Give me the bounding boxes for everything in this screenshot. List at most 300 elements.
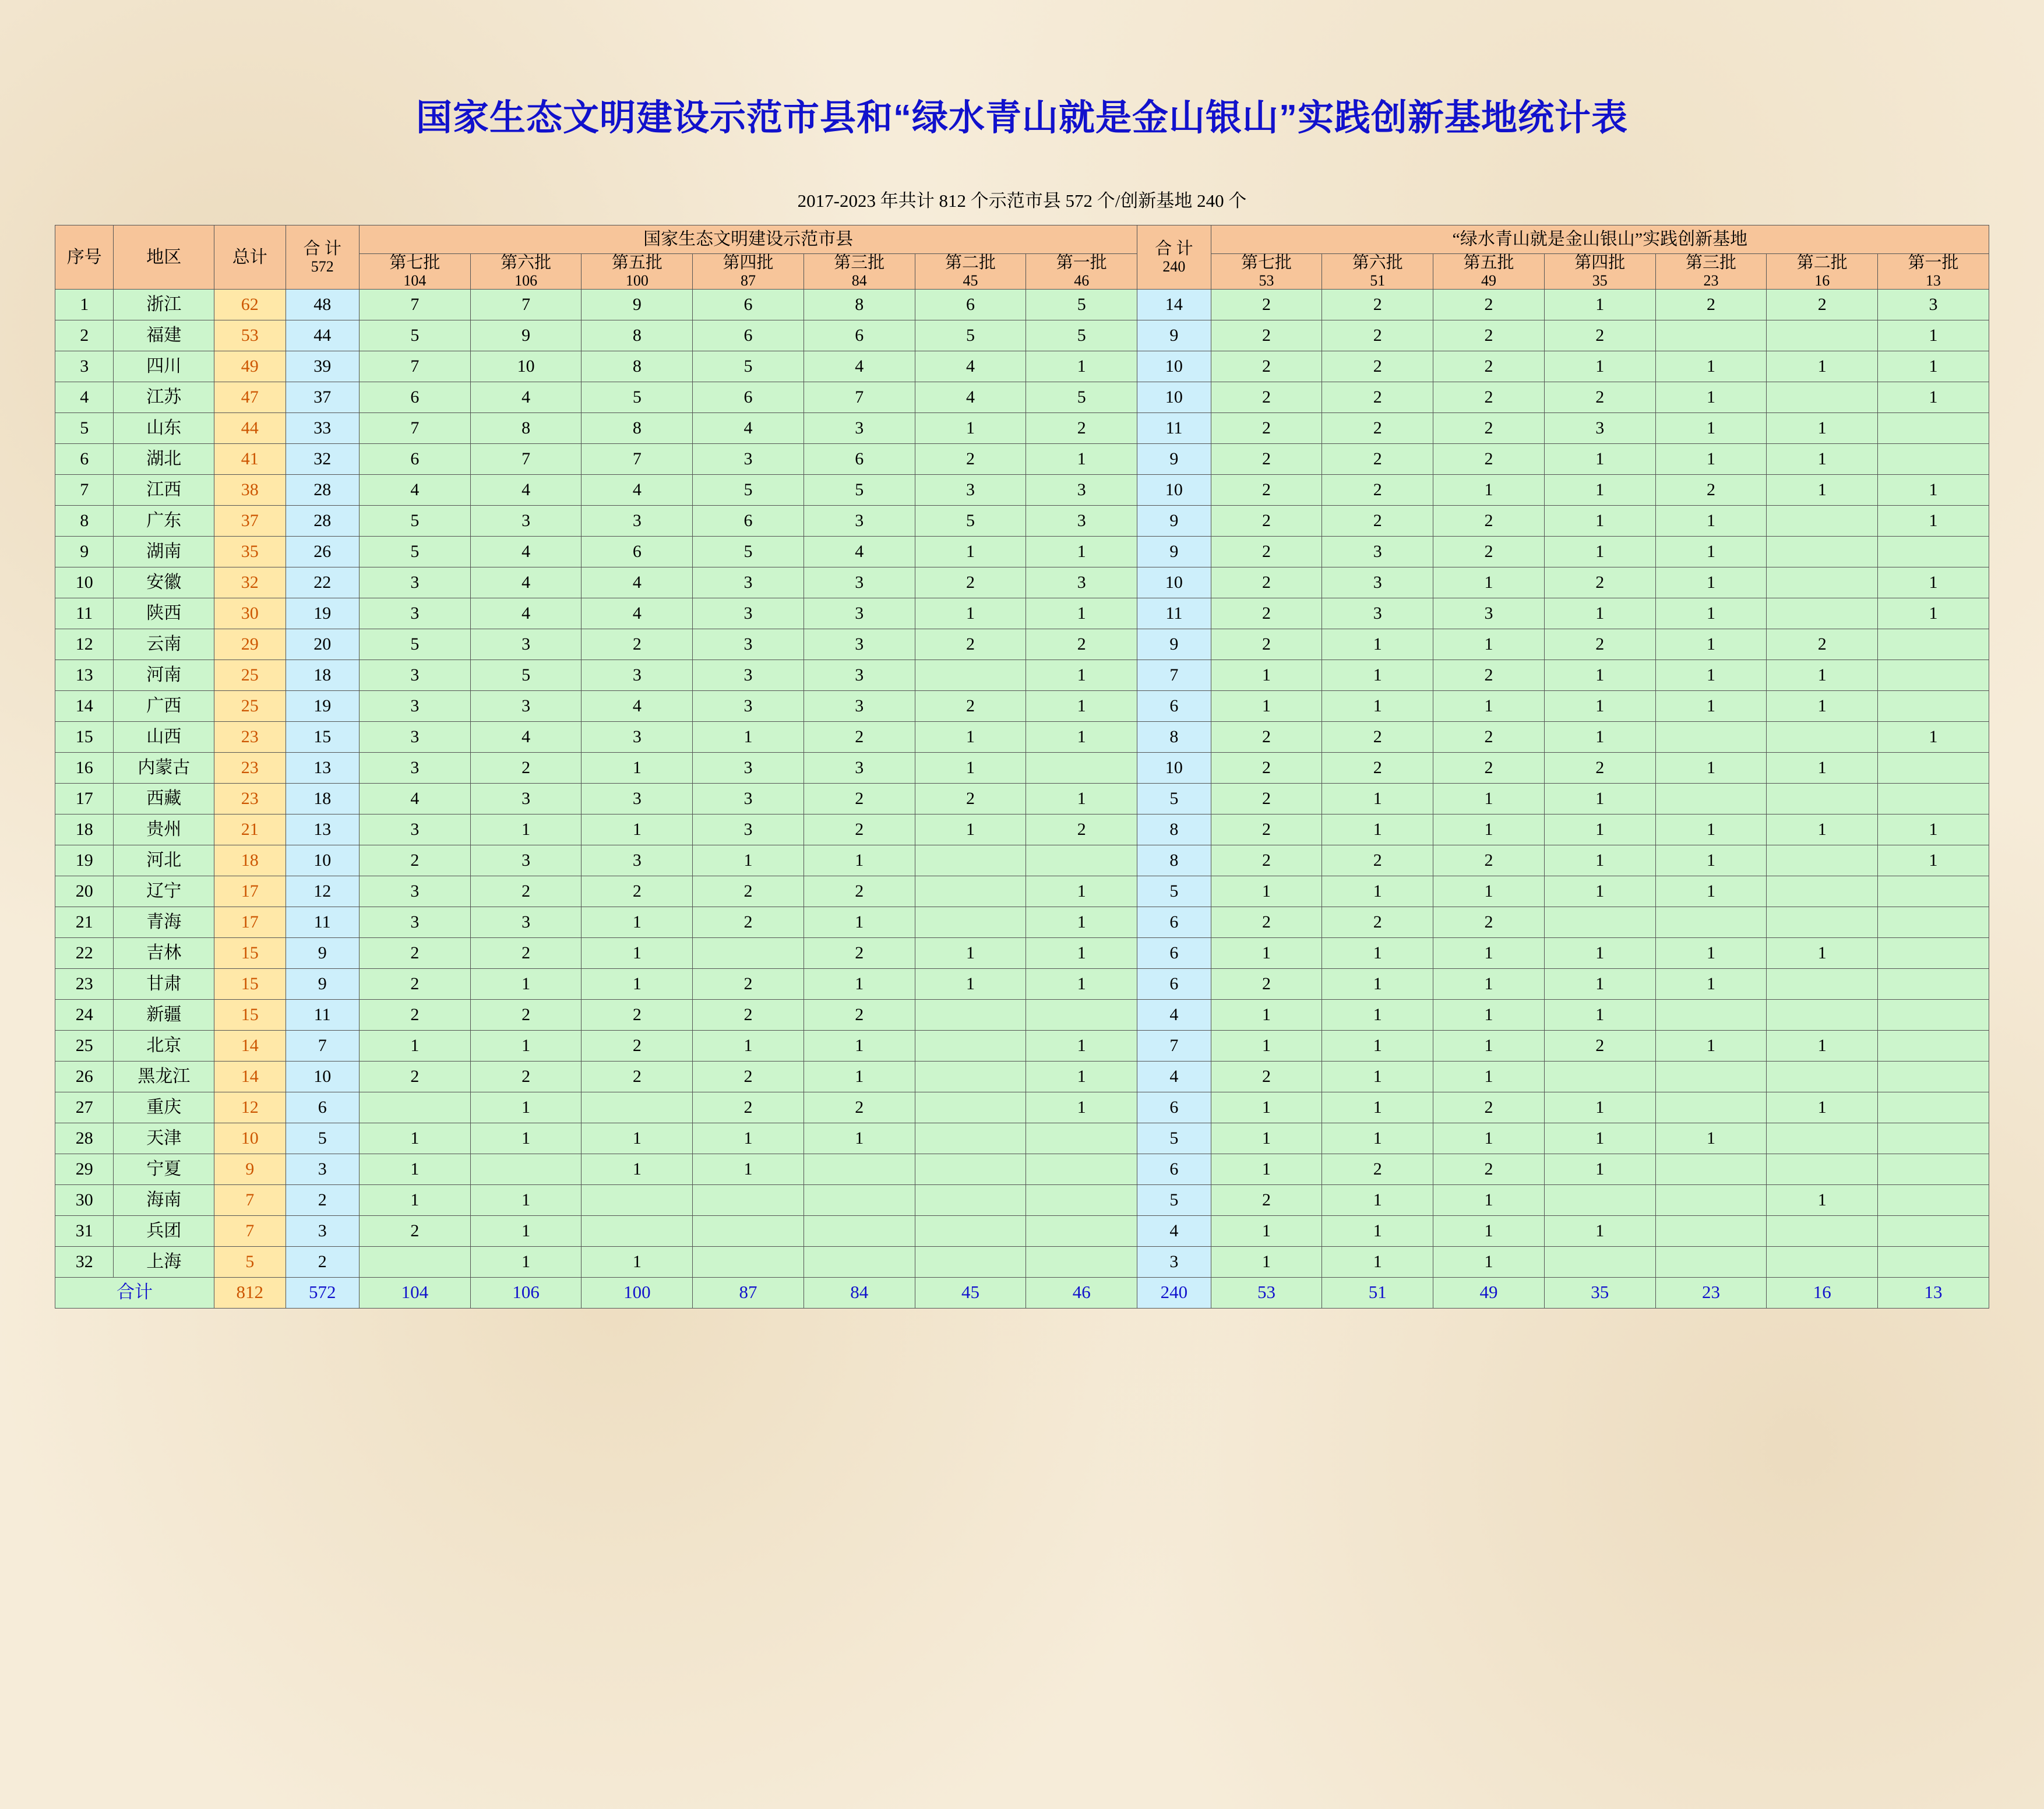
row-demo-batch	[915, 1184, 1026, 1215]
statistics-table-container	[55, 225, 1989, 1309]
row-total: 29	[214, 629, 286, 660]
row-base-batch: 1	[1544, 351, 1655, 382]
header-base-batch-count: 53	[1259, 272, 1274, 290]
row-total: 53	[214, 320, 286, 351]
row-demo-batch: 4	[582, 598, 693, 629]
row-base-batch: 1	[1544, 845, 1655, 876]
footer-base-batch: 23	[1655, 1277, 1767, 1308]
row-base-batch	[1767, 320, 1878, 351]
row-base-batch: 1	[1544, 937, 1655, 968]
row-demo-batch: 5	[915, 505, 1026, 536]
row-base-batch: 2	[1211, 474, 1322, 505]
table-row	[55, 1246, 1989, 1277]
row-base-batch	[1767, 1123, 1878, 1154]
row-base-batch: 1	[1767, 752, 1878, 783]
row-demo-batch: 2	[915, 783, 1026, 814]
row-base-batch: 1	[1878, 598, 1989, 629]
header-base-batch	[1433, 254, 1545, 290]
row-demo-batch: 1	[582, 907, 693, 937]
row-base-batch: 2	[1211, 721, 1322, 752]
row-base-batch: 2	[1433, 752, 1545, 783]
row-sum-572: 44	[286, 320, 359, 351]
row-base-batch	[1767, 505, 1878, 536]
row-demo-batch: 4	[582, 474, 693, 505]
row-demo-batch: 4	[470, 536, 582, 567]
row-base-batch: 1	[1878, 382, 1989, 412]
row-demo-batch	[359, 1092, 470, 1123]
header-demo-batch	[915, 254, 1026, 290]
row-demo-batch	[803, 1154, 915, 1184]
row-demo-batch: 3	[470, 845, 582, 876]
row-base-batch: 1	[1544, 968, 1655, 999]
row-base-batch: 1	[1767, 937, 1878, 968]
row-demo-batch	[915, 907, 1026, 937]
table-row	[55, 876, 1989, 907]
row-base-batch: 1	[1767, 660, 1878, 690]
row-base-batch: 2	[1433, 536, 1545, 567]
row-sum-572: 15	[286, 721, 359, 752]
header-sum-240	[1137, 225, 1211, 290]
row-sum-240: 5	[1137, 783, 1211, 814]
row-demo-batch: 1	[359, 1030, 470, 1061]
row-region: 黑龙江	[114, 1061, 214, 1092]
row-index: 14	[55, 690, 114, 721]
header-base-batch	[1211, 254, 1322, 290]
row-demo-batch: 3	[803, 690, 915, 721]
row-base-batch: 1	[1544, 536, 1655, 567]
row-base-batch: 1	[1655, 382, 1767, 412]
row-demo-batch: 1	[693, 1123, 804, 1154]
row-base-batch: 3	[1544, 412, 1655, 443]
row-region: 湖南	[114, 536, 214, 567]
header-sum-572	[286, 225, 359, 290]
row-sum-240: 10	[1137, 567, 1211, 598]
row-demo-batch: 2	[803, 783, 915, 814]
footer-total: 812	[214, 1277, 286, 1308]
row-sum-572: 28	[286, 474, 359, 505]
row-region: 内蒙古	[114, 752, 214, 783]
row-base-batch: 2	[1433, 845, 1545, 876]
row-sum-240: 9	[1137, 629, 1211, 660]
row-base-batch: 1	[1767, 412, 1878, 443]
header-sum-572-value: 572	[311, 258, 334, 275]
table-row	[55, 937, 1989, 968]
row-demo-batch	[359, 1246, 470, 1277]
row-index: 9	[55, 536, 114, 567]
row-base-batch: 1	[1544, 289, 1655, 320]
row-base-batch: 2	[1211, 598, 1322, 629]
row-demo-batch: 5	[359, 629, 470, 660]
row-base-batch: 1	[1544, 474, 1655, 505]
row-demo-batch: 3	[359, 721, 470, 752]
footer-demo-batch: 84	[803, 1277, 915, 1308]
row-total: 17	[214, 876, 286, 907]
row-base-batch: 1	[1878, 721, 1989, 752]
header-base-batch-name: 第四批	[1574, 253, 1626, 272]
header-demo-batch	[1026, 254, 1137, 290]
row-base-batch: 1	[1433, 474, 1545, 505]
row-demo-batch: 8	[582, 412, 693, 443]
row-demo-batch: 6	[693, 320, 804, 351]
row-base-batch: 2	[1211, 567, 1322, 598]
row-base-batch: 1	[1767, 474, 1878, 505]
row-sum-572: 28	[286, 505, 359, 536]
page-subtitle: 2017-2023 年共计 812 个示范市县 572 个/创新基地 240 个	[797, 191, 1247, 211]
row-demo-batch	[803, 1246, 915, 1277]
row-total: 35	[214, 536, 286, 567]
row-sum-572: 19	[286, 690, 359, 721]
row-base-batch: 1	[1655, 567, 1767, 598]
row-base-batch: 1	[1433, 1030, 1545, 1061]
row-base-batch: 2	[1433, 320, 1545, 351]
row-demo-batch: 1	[1026, 690, 1137, 721]
row-base-batch: 1	[1878, 474, 1989, 505]
row-base-batch	[1655, 1184, 1767, 1215]
row-base-batch: 2	[1322, 907, 1433, 937]
row-region: 广东	[114, 505, 214, 536]
row-demo-batch: 3	[359, 567, 470, 598]
row-demo-batch	[693, 1184, 804, 1215]
row-demo-batch: 2	[693, 1092, 804, 1123]
row-base-batch: 1	[1655, 443, 1767, 474]
row-demo-batch	[1026, 1246, 1137, 1277]
row-demo-batch	[803, 1184, 915, 1215]
row-total: 25	[214, 690, 286, 721]
header-base-batch-name: 第一批	[1908, 253, 1959, 272]
row-base-batch: 1	[1433, 629, 1545, 660]
row-demo-batch: 1	[582, 1246, 693, 1277]
header-demo-batch-count: 106	[514, 272, 538, 290]
row-base-batch: 1	[1878, 814, 1989, 845]
table-row	[55, 783, 1989, 814]
row-index: 15	[55, 721, 114, 752]
row-total: 38	[214, 474, 286, 505]
row-demo-batch: 3	[693, 598, 804, 629]
row-demo-batch	[915, 1030, 1026, 1061]
row-total: 18	[214, 845, 286, 876]
row-base-batch: 1	[1322, 1092, 1433, 1123]
statistics-table	[55, 225, 1989, 1309]
row-demo-batch: 5	[582, 382, 693, 412]
row-sum-240: 7	[1137, 1030, 1211, 1061]
row-demo-batch: 4	[803, 536, 915, 567]
row-demo-batch: 3	[915, 474, 1026, 505]
row-base-batch: 2	[1544, 752, 1655, 783]
row-demo-batch: 2	[359, 999, 470, 1030]
row-total: 15	[214, 968, 286, 999]
row-demo-batch: 3	[470, 907, 582, 937]
row-demo-batch: 1	[1026, 968, 1137, 999]
row-base-batch: 3	[1322, 567, 1433, 598]
row-demo-batch: 1	[915, 598, 1026, 629]
row-base-batch: 1	[1655, 536, 1767, 567]
row-region: 云南	[114, 629, 214, 660]
row-sum-572: 13	[286, 752, 359, 783]
row-base-batch: 1	[1544, 876, 1655, 907]
row-sum-572: 26	[286, 536, 359, 567]
row-demo-batch: 2	[1026, 814, 1137, 845]
row-demo-batch: 5	[1026, 382, 1137, 412]
row-base-batch	[1767, 1061, 1878, 1092]
row-base-batch: 2	[1322, 752, 1433, 783]
row-demo-batch: 3	[470, 629, 582, 660]
header-group-demo: 国家生态文明建设示范市县	[359, 225, 1137, 254]
row-base-batch: 1	[1878, 351, 1989, 382]
row-base-batch: 2	[1544, 629, 1655, 660]
row-index: 16	[55, 752, 114, 783]
table-row	[55, 536, 1989, 567]
row-base-batch	[1767, 907, 1878, 937]
row-total: 23	[214, 752, 286, 783]
header-demo-batch	[693, 254, 804, 290]
row-sum-240: 4	[1137, 1215, 1211, 1246]
row-total: 7	[214, 1184, 286, 1215]
row-demo-batch: 3	[693, 629, 804, 660]
header-demo-batch-name: 第六批	[501, 253, 552, 272]
header-demo-batch-count: 104	[403, 272, 427, 290]
row-index: 32	[55, 1246, 114, 1277]
row-base-batch	[1544, 1061, 1655, 1092]
row-demo-batch: 3	[693, 443, 804, 474]
row-index: 19	[55, 845, 114, 876]
row-sum-572: 2	[286, 1184, 359, 1215]
row-demo-batch: 1	[1026, 876, 1137, 907]
row-demo-batch: 4	[470, 474, 582, 505]
row-sum-572: 19	[286, 598, 359, 629]
footer-demo-batch: 100	[582, 1277, 693, 1308]
row-demo-batch: 4	[582, 567, 693, 598]
row-demo-batch: 1	[359, 1154, 470, 1184]
header-base-batch-name: 第五批	[1463, 253, 1514, 272]
row-base-batch: 2	[1322, 1154, 1433, 1184]
row-base-batch: 1	[1322, 783, 1433, 814]
table-row	[55, 968, 1989, 999]
row-base-batch	[1878, 1030, 1989, 1061]
row-base-batch: 2	[1767, 289, 1878, 320]
row-demo-batch: 3	[1026, 505, 1137, 536]
row-demo-batch: 1	[803, 1061, 915, 1092]
row-demo-batch: 1	[693, 845, 804, 876]
row-demo-batch: 3	[693, 567, 804, 598]
row-base-batch: 1	[1767, 690, 1878, 721]
row-region: 安徽	[114, 567, 214, 598]
row-base-batch: 1	[1211, 937, 1322, 968]
row-demo-batch: 3	[1026, 474, 1137, 505]
row-demo-batch: 1	[470, 968, 582, 999]
row-base-batch: 1	[1655, 660, 1767, 690]
row-total: 12	[214, 1092, 286, 1123]
row-base-batch: 1	[1322, 629, 1433, 660]
row-base-batch: 1	[1322, 660, 1433, 690]
header-demo-batch-count: 100	[625, 272, 649, 290]
row-base-batch: 1	[1433, 937, 1545, 968]
row-demo-batch: 3	[693, 660, 804, 690]
row-base-batch: 1	[1322, 1030, 1433, 1061]
row-base-batch	[1878, 1184, 1989, 1215]
row-total: 25	[214, 660, 286, 690]
row-demo-batch: 3	[470, 783, 582, 814]
row-region: 江苏	[114, 382, 214, 412]
row-sum-572: 3	[286, 1215, 359, 1246]
row-base-batch: 1	[1767, 1092, 1878, 1123]
row-index: 27	[55, 1092, 114, 1123]
row-demo-batch: 1	[1026, 1092, 1137, 1123]
header-base-batch-name: 第二批	[1796, 253, 1848, 272]
row-demo-batch: 1	[470, 1030, 582, 1061]
row-total: 21	[214, 814, 286, 845]
row-base-batch	[1878, 536, 1989, 567]
row-base-batch: 2	[1544, 567, 1655, 598]
row-region: 山西	[114, 721, 214, 752]
row-demo-batch: 1	[915, 412, 1026, 443]
row-base-batch: 1	[1322, 1061, 1433, 1092]
row-base-batch: 2	[1433, 289, 1545, 320]
row-demo-batch	[693, 1215, 804, 1246]
row-demo-batch	[1026, 1215, 1137, 1246]
row-base-batch: 2	[1322, 443, 1433, 474]
row-demo-batch: 1	[803, 907, 915, 937]
header-region: 地区	[114, 225, 214, 290]
row-base-batch: 2	[1544, 382, 1655, 412]
footer-demo-batch: 104	[359, 1277, 470, 1308]
row-index: 25	[55, 1030, 114, 1061]
row-region: 河北	[114, 845, 214, 876]
row-base-batch	[1767, 1215, 1878, 1246]
row-region: 贵州	[114, 814, 214, 845]
table-row	[55, 474, 1989, 505]
row-sum-240: 5	[1137, 1184, 1211, 1215]
row-base-batch	[1767, 1154, 1878, 1184]
row-sum-240: 9	[1137, 536, 1211, 567]
row-demo-batch: 5	[693, 351, 804, 382]
row-demo-batch: 1	[582, 937, 693, 968]
row-base-batch: 3	[1433, 598, 1545, 629]
row-demo-batch: 1	[582, 1154, 693, 1184]
header-base-batch-count: 51	[1370, 272, 1386, 290]
table-row	[55, 690, 1989, 721]
header-demo-batch-count: 45	[963, 272, 978, 290]
footer-demo-batch: 45	[915, 1277, 1026, 1308]
row-index: 12	[55, 629, 114, 660]
row-demo-batch: 4	[915, 351, 1026, 382]
row-demo-batch: 6	[803, 320, 915, 351]
row-total: 44	[214, 412, 286, 443]
row-sum-240: 14	[1137, 289, 1211, 320]
row-base-batch: 1	[1767, 814, 1878, 845]
row-base-batch	[1767, 382, 1878, 412]
row-sum-572: 6	[286, 1092, 359, 1123]
row-base-batch: 1	[1433, 1061, 1545, 1092]
header-demo-batch-count: 84	[851, 272, 867, 290]
row-demo-batch: 2	[693, 968, 804, 999]
row-demo-batch: 2	[915, 629, 1026, 660]
row-base-batch: 2	[1211, 907, 1322, 937]
page-title: 国家生态文明建设示范市县和“绿水青山就是金山银山”实践创新基地统计表	[415, 98, 1628, 138]
header-demo-batch-count: 87	[741, 272, 756, 290]
row-demo-batch: 3	[359, 598, 470, 629]
row-demo-batch: 2	[915, 443, 1026, 474]
row-demo-batch: 1	[470, 1215, 582, 1246]
footer-sum-572: 572	[286, 1277, 359, 1308]
row-demo-batch: 2	[359, 1215, 470, 1246]
row-base-batch: 1	[1544, 505, 1655, 536]
row-sum-240: 6	[1137, 937, 1211, 968]
row-region: 新疆	[114, 999, 214, 1030]
row-base-batch: 2	[1655, 474, 1767, 505]
row-base-batch: 2	[1211, 752, 1322, 783]
row-base-batch: 1	[1211, 1215, 1322, 1246]
row-total: 10	[214, 1123, 286, 1154]
row-total: 32	[214, 567, 286, 598]
row-total: 30	[214, 598, 286, 629]
row-demo-batch: 1	[1026, 1061, 1137, 1092]
row-base-batch: 3	[1878, 289, 1989, 320]
row-demo-batch: 3	[359, 660, 470, 690]
row-base-batch: 1	[1655, 1030, 1767, 1061]
row-sum-240: 6	[1137, 968, 1211, 999]
row-base-batch	[1655, 1246, 1767, 1277]
row-base-batch	[1767, 876, 1878, 907]
row-demo-batch: 4	[582, 690, 693, 721]
row-demo-batch: 5	[1026, 320, 1137, 351]
row-index: 20	[55, 876, 114, 907]
row-base-batch	[1655, 783, 1767, 814]
row-base-batch: 1	[1322, 814, 1433, 845]
row-region: 江西	[114, 474, 214, 505]
header-group-base: “绿水青山就是金山银山”实践创新基地	[1211, 225, 1989, 254]
row-demo-batch: 4	[359, 783, 470, 814]
row-demo-batch: 3	[582, 845, 693, 876]
row-sum-572: 2	[286, 1246, 359, 1277]
header-base-batch-count: 13	[1926, 272, 1941, 290]
row-base-batch: 1	[1655, 1123, 1767, 1154]
row-region: 北京	[114, 1030, 214, 1061]
row-index: 8	[55, 505, 114, 536]
row-base-batch: 1	[1655, 412, 1767, 443]
row-demo-batch	[915, 1154, 1026, 1184]
row-demo-batch	[803, 1215, 915, 1246]
row-demo-batch: 3	[470, 690, 582, 721]
row-sum-572: 12	[286, 876, 359, 907]
row-base-batch: 3	[1322, 536, 1433, 567]
row-sum-572: 11	[286, 999, 359, 1030]
row-demo-batch: 1	[915, 814, 1026, 845]
row-base-batch: 2	[1433, 907, 1545, 937]
row-demo-batch: 2	[1026, 629, 1137, 660]
header-base-batch	[1322, 254, 1433, 290]
row-sum-240: 10	[1137, 752, 1211, 783]
row-base-batch: 1	[1544, 1123, 1655, 1154]
row-region: 上海	[114, 1246, 214, 1277]
row-demo-batch: 2	[470, 937, 582, 968]
row-base-batch	[1655, 1092, 1767, 1123]
row-base-batch: 1	[1544, 814, 1655, 845]
row-base-batch: 3	[1322, 598, 1433, 629]
row-base-batch: 1	[1211, 1030, 1322, 1061]
row-demo-batch: 3	[693, 752, 804, 783]
row-sum-240: 11	[1137, 598, 1211, 629]
header-demo-batch-name: 第五批	[611, 253, 662, 272]
table-row	[55, 629, 1989, 660]
row-sum-572: 9	[286, 968, 359, 999]
row-demo-batch: 2	[693, 907, 804, 937]
table-row	[55, 412, 1989, 443]
table-row	[55, 1123, 1989, 1154]
table-row	[55, 443, 1989, 474]
row-demo-batch: 1	[1026, 937, 1137, 968]
row-base-batch: 1	[1322, 968, 1433, 999]
row-base-batch: 1	[1655, 690, 1767, 721]
